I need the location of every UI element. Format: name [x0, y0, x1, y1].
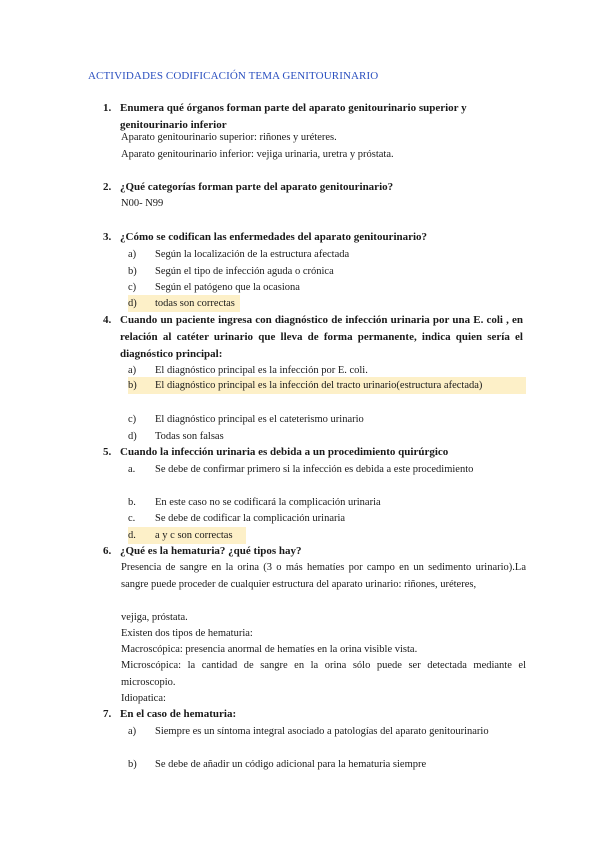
question-number: 1. [103, 102, 112, 114]
option-label: b) [128, 266, 137, 277]
question-text: Cuando la infección urinaria es debida a un procedimiento quirúrgico [120, 446, 449, 458]
question-1 [103, 100, 523, 134]
option-label: a) [128, 365, 137, 376]
question-text: Cuando un paciente ingresa con diagnóstico de infección urinaria por una E. coli , en relación al catéter urinario que lleva de forma permanente, indica quien sería el diagnóstico principal: [120, 314, 523, 360]
answer-line: Existen dos tipos de hematuria: [121, 628, 253, 639]
option [128, 494, 526, 511]
answer-line: Idiopatica: [121, 693, 166, 704]
answer-line: Aparato genitourinario inferior: vejiga urinaria, uretra y próstata. [121, 149, 394, 160]
answer-line: vejiga, próstata. [121, 612, 188, 623]
option-label: c) [128, 282, 137, 293]
option-text: Según la localización de la estructura afectada [155, 249, 350, 260]
question-5 [103, 444, 523, 461]
option-correct [128, 377, 526, 394]
option-text: Todas son falsas [155, 431, 224, 442]
question-2 [103, 179, 523, 196]
option [128, 263, 526, 280]
option [128, 461, 526, 478]
option-label: a. [128, 464, 136, 475]
option-text: Se debe de añadir un código adicional para la hematuria siempre [155, 759, 427, 770]
question-text: En el caso de hematuria: [120, 708, 237, 720]
option-label: a) [128, 249, 137, 260]
option-text: Siempre es un síntoma integral asociado a patologías del aparato genitourinario [155, 726, 489, 737]
question-7 [103, 706, 523, 723]
question-text: Enumera qué órganos forman parte del aparato genitourinario superior y genitourinario inferior [120, 102, 467, 131]
option-text: Se debe de confirmar primero si la infección es debida a este procedimiento [155, 464, 474, 475]
option-label: a) [128, 726, 137, 737]
option-label: b. [128, 497, 136, 508]
option-label: c. [128, 513, 136, 524]
option-correct [128, 295, 240, 312]
option-correct [128, 527, 246, 544]
document-title: ACTIVIDADES CODIFICACIÓN TEMA GENITOURINARIO [88, 70, 379, 82]
question-4 [103, 312, 523, 363]
option-text: Se debe de codificar la complicación urinaria [155, 513, 346, 524]
answer-line: Aparato genitourinario superior: riñones y uréteres. [121, 132, 337, 143]
option-text: El diagnóstico principal es la infección del tracto urinario(estructura afectada) [155, 380, 483, 391]
question-text: ¿Qué categorías forman parte del aparato genitourinario? [120, 181, 394, 193]
question-number: 4. [103, 314, 112, 326]
option [128, 411, 526, 428]
option [128, 246, 526, 263]
question-text: ¿Cómo se codifican las enfermedades del aparato genitourinario? [120, 231, 428, 243]
question-number: 7. [103, 708, 112, 720]
option-label: d) [128, 431, 137, 442]
answer-line: Macroscópica: presencia anormal de hematíes en la orina visible vista. [121, 644, 418, 655]
question-number: 2. [103, 181, 112, 193]
option [128, 756, 526, 773]
option-text: Según el tipo de infección aguda o crónica [155, 266, 334, 277]
answer-line: N00- N99 [121, 198, 164, 209]
option [128, 428, 526, 445]
option-label: b) [128, 380, 137, 391]
option-text: El diagnóstico principal es la infección por E. coli. [155, 365, 368, 376]
question-number: 3. [103, 231, 112, 243]
option-text: todas son correctas [155, 298, 235, 309]
option-label: d. [128, 530, 136, 541]
option-text: Según el patógeno que la ocasiona [155, 282, 300, 293]
option-label: d) [128, 298, 137, 309]
option-text: a y c son correctas [155, 530, 233, 541]
question-number: 5. [103, 446, 112, 458]
option-label: c) [128, 414, 137, 425]
option [128, 510, 526, 527]
question-text: ¿Qué es la hematuria? ¿qué tipos hay? [120, 545, 302, 557]
option-text: En este caso no se codificará la complicación urinaria [155, 497, 381, 508]
option-text: El diagnóstico principal es el cateterismo urinario [155, 414, 364, 425]
option-label: b) [128, 759, 137, 770]
question-6 [103, 543, 523, 560]
option [128, 279, 526, 296]
question-3 [103, 229, 523, 246]
option [128, 723, 526, 740]
answer-paragraph: Presencia de sangre en la orina (3 o más hematíes por campo en un sedimento urinario).La sangre puede proceder de cualquier estructura del aparato urinario: riñones, uréteres, [121, 562, 526, 590]
question-number: 6. [103, 545, 112, 557]
answer-paragraph: Microscópica: la cantidad de sangre en la orina sólo puede ser detectada mediante el microscopio. [121, 660, 526, 688]
